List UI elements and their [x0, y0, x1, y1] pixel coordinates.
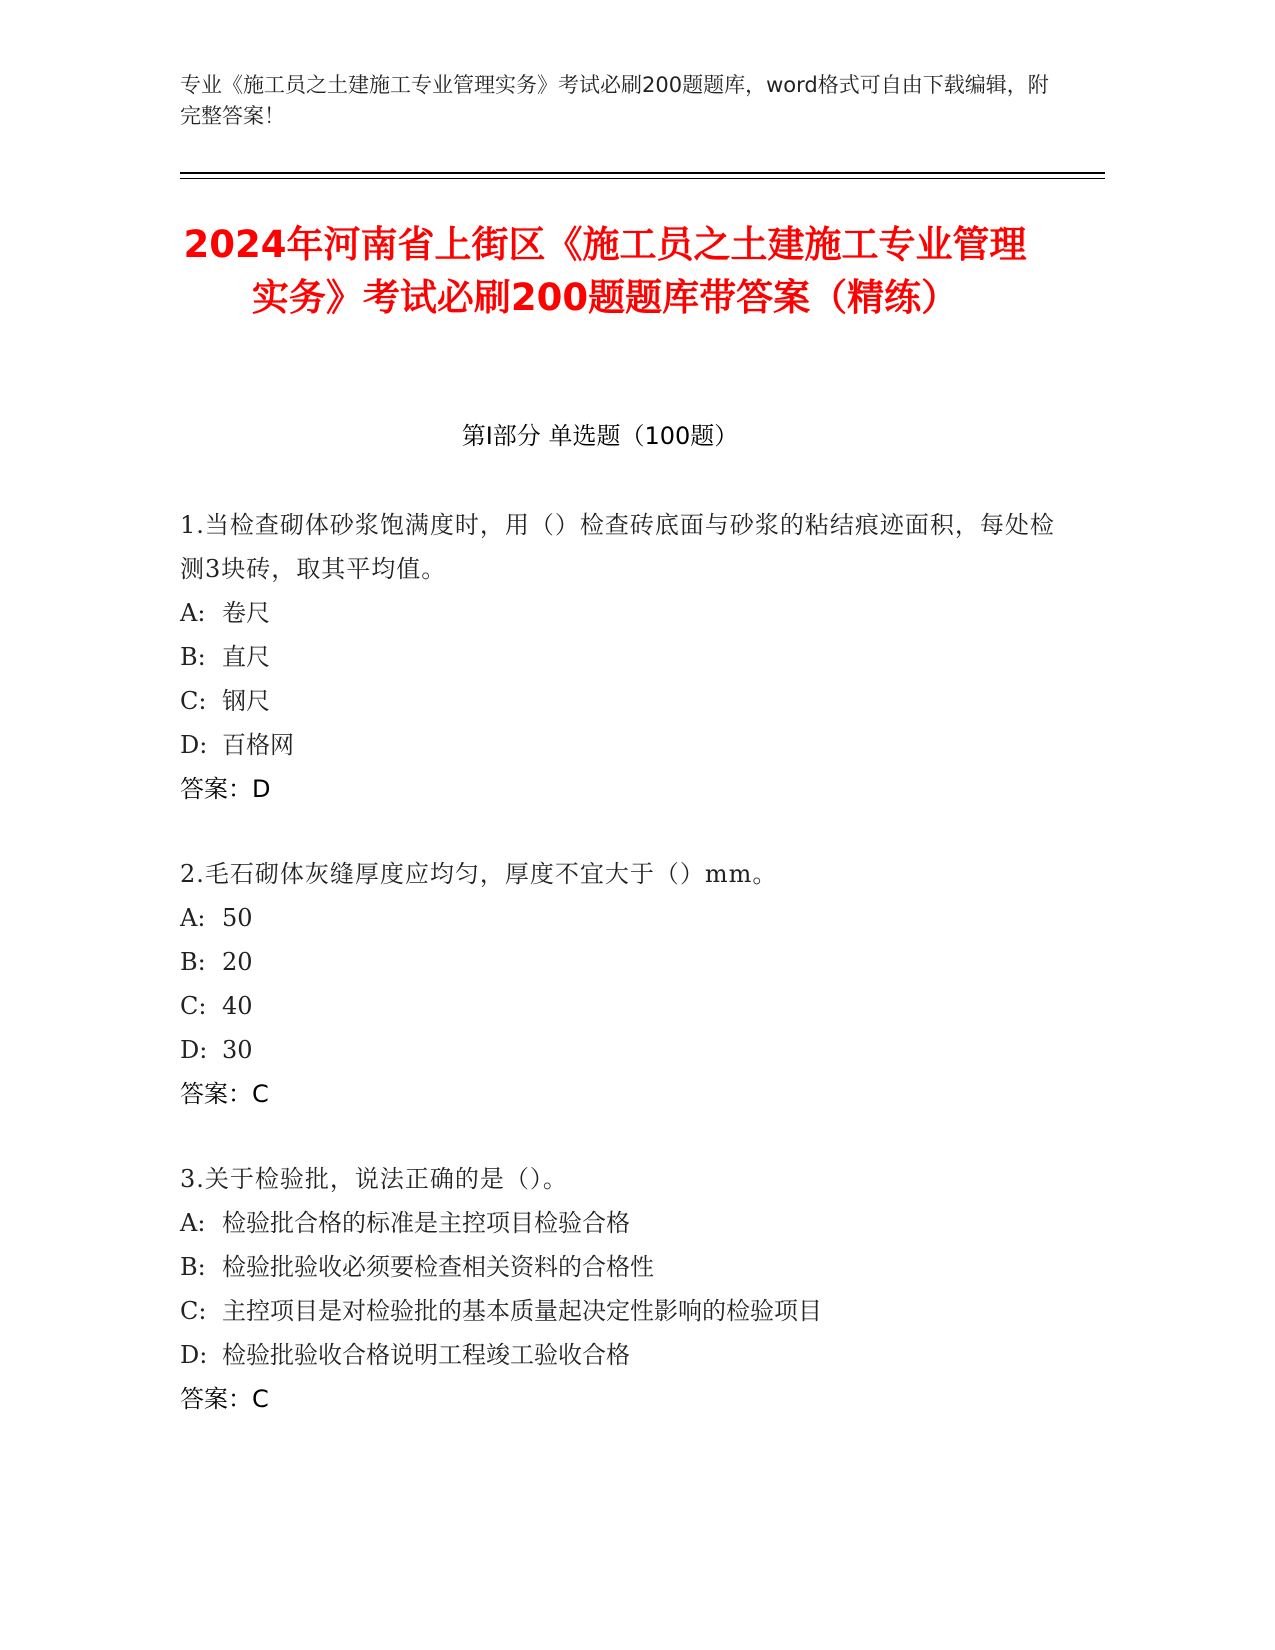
question-3 — [180, 1157, 1060, 1421]
option-d — [180, 723, 1060, 767]
option-letter: B: — [180, 643, 206, 671]
question-stem: 1.当检查砌体砂浆饱满度时，用（）检查砖底面与砂浆的粘结痕迹面积，每处检测3块砖，取其平均值。 — [180, 511, 1055, 583]
option-text: 20 — [222, 948, 253, 976]
section-heading: 第I部分 单选题（100题） — [461, 422, 739, 450]
option-letter: D: — [180, 1036, 208, 1064]
option-a — [180, 896, 1060, 940]
option-d — [180, 1333, 1060, 1377]
option-letter: A: — [180, 904, 206, 932]
answer-line: 答案：C — [180, 1080, 269, 1108]
option-letter: B: — [180, 1253, 206, 1281]
option-text: 钢尺 — [222, 687, 270, 715]
option-b — [180, 940, 1060, 984]
question-2 — [180, 852, 1060, 1116]
option-text: 卷尺 — [222, 599, 270, 627]
answer-line: 答案：C — [180, 1385, 269, 1413]
option-letter: D: — [180, 1341, 208, 1369]
option-text: 检验批验收合格说明工程竣工验收合格 — [222, 1341, 630, 1369]
option-text: 检验批验收必须要检查相关资料的合格性 — [222, 1253, 654, 1281]
option-letter: D: — [180, 731, 208, 759]
option-letter: C: — [180, 992, 207, 1020]
option-text: 百格网 — [222, 731, 294, 759]
question-stem: 3.关于检验批，说法正确的是（）。 — [180, 1165, 568, 1193]
option-a — [180, 1201, 1060, 1245]
option-text: 50 — [222, 904, 253, 932]
option-b — [180, 635, 1060, 679]
option-text: 40 — [222, 992, 253, 1020]
option-a — [180, 591, 1060, 635]
header-note: 专业《施工员之土建施工专业管理实务》考试必刷200题题库，word格式可自由下载编辑，附完整答案！ — [180, 73, 1049, 128]
option-letter: B: — [180, 948, 206, 976]
option-text: 30 — [222, 1036, 253, 1064]
option-letter: C: — [180, 687, 207, 715]
document-title: 2024年河南省上街区《施工员之土建施工专业管理实务》考试必刷200题题库带答案（精练） — [183, 223, 1027, 319]
question-1 — [180, 503, 1060, 811]
option-c — [180, 984, 1060, 1028]
option-text: 直尺 — [222, 643, 270, 671]
question-stem: 2.毛石砌体灰缝厚度应均匀，厚度不宜大于（）mm。 — [180, 860, 778, 888]
answer-line: 答案：D — [180, 775, 271, 803]
option-letter: A: — [180, 1209, 206, 1237]
option-b — [180, 1245, 1060, 1289]
header-divider-thin — [180, 178, 1105, 179]
option-text: 主控项目是对检验批的基本质量起决定性影响的检验项目 — [222, 1297, 822, 1325]
header-divider-thick — [180, 172, 1105, 174]
option-c — [180, 1289, 1060, 1333]
option-letter: A: — [180, 599, 206, 627]
option-c — [180, 679, 1060, 723]
option-text: 检验批合格的标准是主控项目检验合格 — [222, 1209, 630, 1237]
option-d — [180, 1028, 1060, 1072]
option-letter: C: — [180, 1297, 207, 1325]
